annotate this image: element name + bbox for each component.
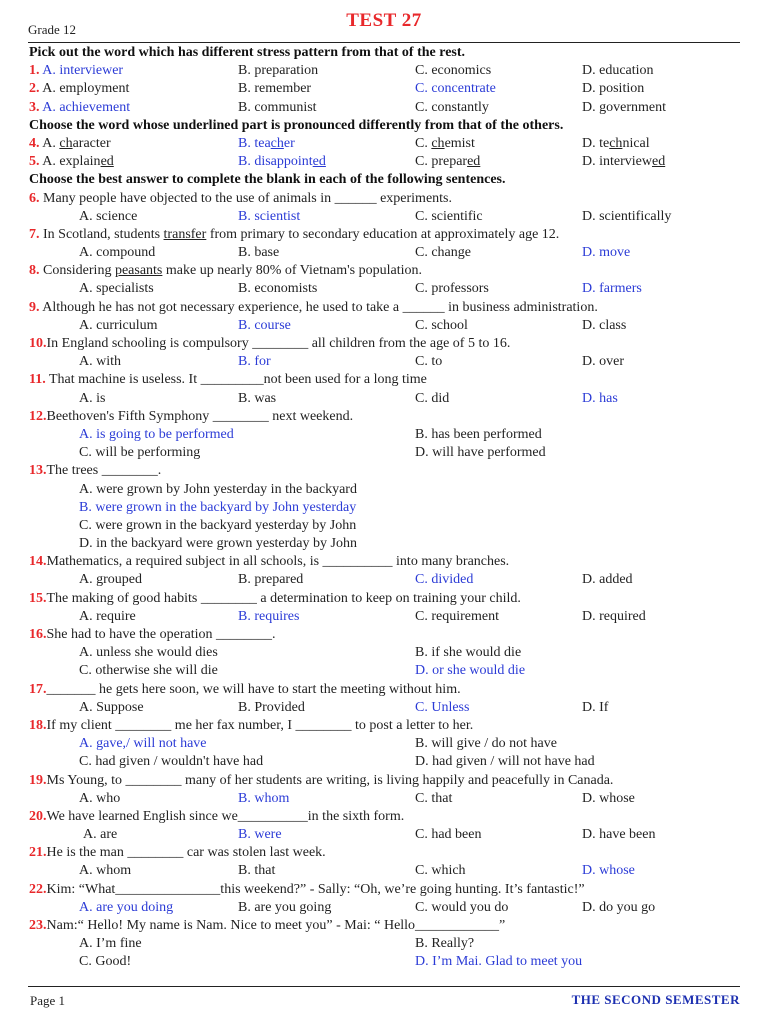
answer-option: D. has — [582, 390, 618, 406]
question-7-options — [29, 244, 740, 262]
question-14-stem — [29, 553, 740, 571]
option: B. Provided — [238, 699, 305, 715]
option: D. interviewed — [582, 154, 666, 170]
option: D. have been — [582, 827, 656, 843]
question-number: 20. — [29, 808, 47, 824]
option: C. which — [415, 863, 466, 879]
test-title: TEST 27 — [346, 10, 422, 31]
answer-option: C. Unless — [415, 699, 470, 715]
question-19-stem — [29, 772, 740, 790]
answer-option: B. requires — [238, 608, 300, 624]
option: D. scientifically — [582, 208, 672, 224]
option: C. would you do — [415, 899, 509, 915]
option: C. constantly — [415, 99, 489, 115]
answer-option: B. disappointed — [238, 154, 326, 170]
answer-option: B. teacher — [238, 135, 295, 151]
answer-option: D. I’m Mai. Glad to meet you — [415, 954, 583, 970]
option: B. that — [238, 863, 276, 879]
question-18-options-cd — [29, 753, 740, 771]
question-18-options-ab — [29, 735, 740, 753]
instruction-blank: Choose the best answer to complete the blank in each of the following sentences. — [29, 172, 506, 188]
question-16-options-cd — [29, 662, 740, 680]
answer-option: B. for — [238, 354, 271, 370]
question-text: Many people have objected to the use of animals in ______ experiments. — [39, 190, 453, 206]
underlined-part: ed — [100, 154, 114, 170]
question-5: 5. A. explained B. disappointed C. prepared D. interviewed — [29, 153, 740, 171]
option: C. chemist — [415, 135, 475, 151]
question-text: In England schooling is compulsory ________ all children from the age of 5 to 16. — [46, 336, 511, 351]
question-4: 4. A. character B. teacher C. chemist D. technical — [29, 135, 740, 153]
question-text: _______ he gets here soon, we will have to start the meeting without him. — [46, 681, 461, 697]
underlined-part: ch — [59, 135, 73, 151]
question-9-options — [29, 317, 740, 335]
question-2 — [29, 80, 740, 98]
option: C. requirement — [415, 608, 499, 624]
answer-option: C. divided — [415, 572, 474, 588]
question-16-stem — [29, 626, 740, 644]
question-17-stem — [29, 681, 740, 699]
question-text: Ms Young, to ________ many of her students are writing, is living happily and peacefully in Canada. — [46, 772, 614, 788]
option: C. change — [415, 245, 471, 261]
option: A. employment — [42, 81, 130, 97]
question-13-option-c — [29, 517, 740, 535]
answer-option: B. course — [238, 317, 291, 333]
underlined-part: ch — [431, 135, 445, 151]
option: B. Really? — [415, 936, 475, 952]
option: C. had been — [415, 827, 482, 843]
question-number: 19. — [29, 772, 47, 788]
question-number: 22. — [29, 881, 47, 897]
option: C. otherwise she will die — [79, 663, 218, 679]
option: C. school — [415, 317, 468, 333]
option: C. scientific — [415, 208, 483, 224]
option: B. will give / do not have — [415, 736, 557, 752]
question-20-stem — [29, 808, 740, 826]
question-7-stem: 7. In Scotland, students transfer from primary to secondary education at approximately age 12. — [29, 226, 560, 242]
answer-option: D. move — [582, 245, 631, 261]
question-13-option-d — [29, 535, 740, 553]
answer-option: A. are you doing — [79, 899, 174, 915]
question-text: Although he has not got necessary experience, he used to take a ______ in business administration. — [39, 299, 598, 315]
answer-option: C. concentrate — [415, 81, 496, 97]
question-23-stem — [29, 917, 740, 935]
option: A. who — [79, 790, 121, 806]
option: D. education — [582, 63, 654, 79]
option: B. has been performed — [415, 426, 542, 442]
instruction-stress: Pick out the word which has different stress pattern from that of the rest. — [29, 45, 466, 60]
option: A. grouped — [79, 572, 142, 588]
option: C. economics — [415, 63, 492, 79]
option: B. are you going — [238, 899, 332, 915]
question-number: 14. — [29, 554, 47, 570]
option: C. will be performing — [79, 445, 201, 461]
question-12-options-ab — [29, 426, 740, 444]
grade-label: Grade 12 — [28, 22, 77, 37]
option: B. if she would die — [415, 645, 522, 661]
question-number: 21. — [29, 845, 47, 861]
question-21-stem — [29, 844, 740, 862]
option: A. I’m fine — [79, 936, 142, 952]
test-content — [29, 44, 740, 972]
question-6-stem — [29, 190, 740, 208]
option: C. to — [415, 354, 443, 370]
option: A. curriculum — [79, 317, 158, 333]
option: B. remember — [238, 81, 312, 97]
option: D. had given / will not have had — [415, 754, 595, 770]
option: C. had given / wouldn't have had — [79, 754, 264, 770]
question-text: Mathematics, a required subject in all schools, is __________ into many branches. — [46, 554, 510, 570]
question-13-stem — [29, 462, 740, 480]
question-number: 18. — [29, 717, 47, 733]
question-text: She had to have the operation ________. — [46, 627, 276, 642]
question-20-options — [29, 826, 740, 844]
question-23-options-cd — [29, 953, 740, 971]
option: D. required — [582, 608, 646, 624]
answer-option: A. gave,/ will not have — [79, 736, 207, 752]
option: D. technical — [582, 135, 650, 151]
underlined-part: ed — [312, 154, 326, 170]
option: B. base — [238, 245, 280, 261]
underlined-word: peasants — [114, 263, 163, 279]
question-text: The trees ________. — [46, 463, 162, 479]
question-12-stem — [29, 408, 740, 426]
question-number: 2. — [29, 81, 40, 97]
option: A. were grown by John yesterday in the backyard — [79, 481, 357, 497]
option: B. preparation — [238, 63, 319, 79]
question-21-options — [29, 862, 740, 880]
option: C. that — [415, 790, 453, 806]
option: D. class — [582, 317, 627, 333]
instruction-pronunciation: Choose the word whose underlined part is pronounced differently from that of the others. — [29, 117, 564, 133]
option: D. over — [582, 354, 624, 370]
option: C. were grown in the backyard yesterday by John — [79, 517, 357, 533]
option: D. in the backyard were grown yesterday by John — [79, 536, 357, 552]
question-19-options — [29, 790, 740, 808]
question-number: 23. — [29, 918, 47, 933]
answer-option: B. whom — [238, 790, 290, 806]
option: A. Suppose — [79, 699, 144, 715]
underlined-part: ed — [467, 154, 481, 170]
question-22-options — [29, 899, 740, 917]
question-number: 9. — [29, 299, 40, 315]
question-text: Kim: “What_______________this weekend?” - Sally: “Oh, we’re going hunting. It’s fantastic!” — [46, 881, 585, 897]
question-15-options — [29, 608, 740, 626]
question-17-options — [29, 699, 740, 717]
answer-option: B. scientist — [238, 208, 301, 224]
page-number: Page 1 — [30, 993, 66, 1008]
question-23-options-ab — [29, 935, 740, 953]
option: B. communist — [238, 99, 317, 115]
question-text: That machine is useless. It _________not been used for a long time — [45, 372, 427, 388]
semester-label: THE SECOND SEMESTER — [571, 992, 740, 1007]
question-number: 4. — [29, 135, 40, 151]
question-13-option-a — [29, 481, 740, 499]
question-number: 6. — [29, 190, 40, 206]
question-3 — [29, 99, 740, 117]
question-12-options-cd — [29, 444, 740, 462]
option: D. government — [582, 99, 666, 115]
answer-option: D. farmers — [582, 281, 642, 297]
question-number: 8. — [29, 263, 40, 279]
question-16-options-ab — [29, 644, 740, 662]
question-number: 10. — [29, 336, 47, 351]
question-15-stem — [29, 590, 740, 608]
option: C. professors — [415, 281, 489, 297]
option: A. compound — [79, 245, 156, 261]
option: D. position — [582, 81, 645, 97]
underlined-part: ed — [651, 154, 666, 170]
option: C. prepared — [415, 154, 481, 170]
option: C. Good! — [79, 954, 132, 970]
question-18-stem — [29, 717, 740, 735]
option: A. are — [83, 827, 118, 843]
question-text: If my client ________ me her fax number, I ________ to post a letter to her. — [46, 717, 474, 733]
option: D. whose — [582, 790, 635, 806]
answer-option: B. were — [238, 827, 282, 843]
question-number: 5. — [29, 154, 40, 170]
question-22-stem — [29, 881, 740, 899]
question-8-stem: 8. Considering peasants make up nearly 80% of Vietnam's population. — [29, 263, 422, 279]
question-10-stem — [29, 335, 740, 353]
question-11-stem — [29, 371, 740, 389]
question-1 — [29, 62, 740, 80]
answer-option: A. achievement — [42, 99, 131, 115]
question-9-stem — [29, 299, 740, 317]
question-11-options — [29, 390, 740, 408]
answer-option: D. or she would die — [415, 663, 526, 679]
question-number: 16. — [29, 627, 47, 642]
question-number: 12. — [29, 408, 47, 424]
question-text: Beethoven's Fifth Symphony ________ next weekend. — [46, 408, 354, 424]
question-14-options — [29, 571, 740, 589]
page-header — [28, 10, 740, 43]
question-text: The making of good habits ________ a determination to keep on training your child. — [46, 590, 521, 606]
question-text: Nam:“ Hello! My name is Nam. Nice to meet you” - Mai: “ Hello____________” — [46, 918, 506, 933]
question-6-options — [29, 208, 740, 226]
option: A. with — [79, 354, 121, 370]
option: D. If — [582, 699, 609, 715]
question-10-options — [29, 353, 740, 371]
question-number: 15. — [29, 590, 47, 606]
option: A. require — [79, 608, 136, 624]
underlined-word: transfer — [163, 226, 207, 242]
option: B. economists — [238, 281, 318, 297]
option: A. science — [79, 208, 138, 224]
underlined-part: ch — [609, 135, 623, 151]
answer-option: A. is going to be performed — [79, 426, 234, 442]
answer-option: D. whose — [582, 863, 635, 879]
option: D. added — [582, 572, 633, 588]
option: A. whom — [79, 863, 132, 879]
question-text: He is the man ________ car was stolen last week. — [46, 845, 326, 861]
option: D. do you go — [582, 899, 656, 915]
option: A. is — [79, 390, 106, 406]
option: B. prepared — [238, 572, 304, 588]
answer-option: B. were grown in the backyard by John yesterday — [79, 499, 357, 515]
question-number: 7. — [29, 226, 40, 242]
option: D. will have performed — [415, 445, 546, 461]
question-number: 1. — [29, 63, 40, 79]
question-text: We have learned English since we__________in the sixth form. — [46, 808, 405, 824]
option: A. unless she would dies — [79, 645, 218, 661]
question-13-option-b — [29, 499, 740, 517]
option: B. was — [238, 390, 277, 406]
question-number: 3. — [29, 99, 40, 115]
question-number: 13. — [29, 463, 47, 479]
question-8-options — [29, 280, 740, 298]
page-footer — [28, 986, 740, 1011]
option: A. specialists — [79, 281, 154, 297]
option: C. did — [415, 390, 450, 406]
question-number: 11. — [29, 372, 46, 388]
answer-option: A. interviewer — [42, 63, 124, 79]
underlined-part: ch — [270, 135, 284, 151]
question-number: 17. — [29, 681, 47, 697]
